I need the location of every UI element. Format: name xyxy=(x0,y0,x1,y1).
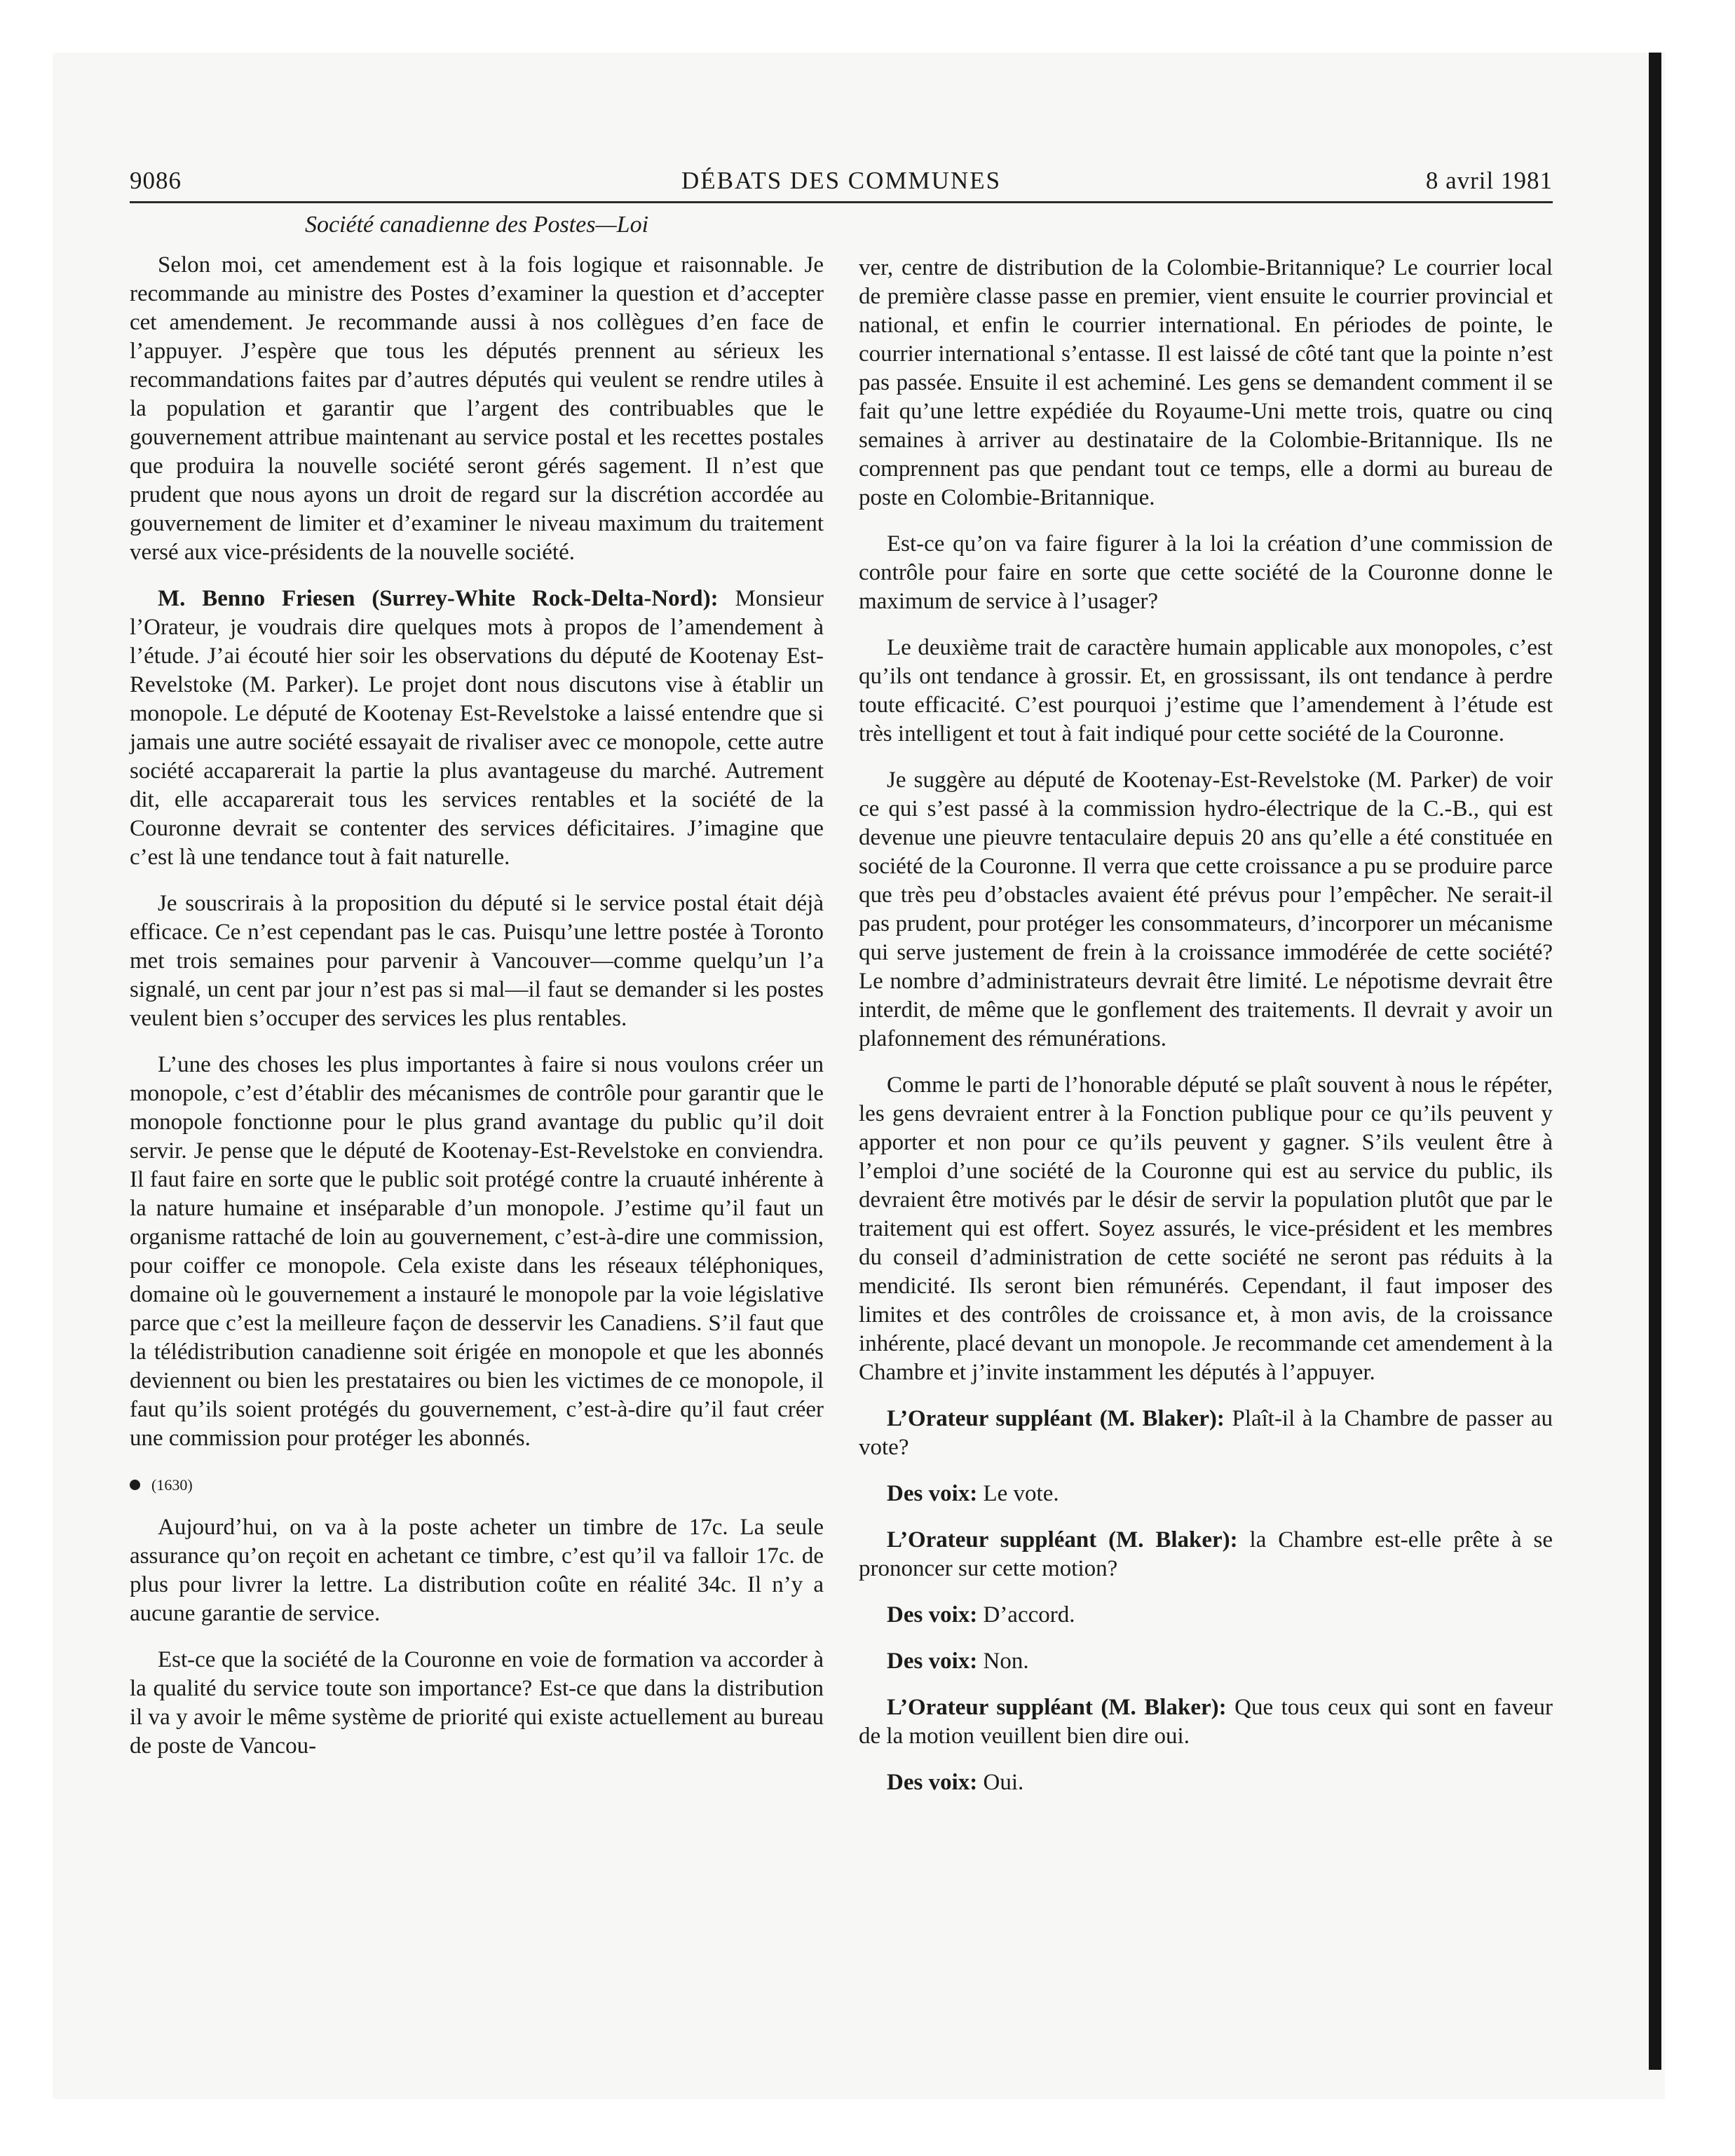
paragraph-text: Non. xyxy=(983,1649,1029,1674)
paragraph xyxy=(130,251,824,567)
paragraph xyxy=(859,1601,1553,1630)
paragraph-text: Comme le parti de l’honorable député se plaît souvent à nous le répéter, les gens devraient entrer à la Fonction publique pour ce qu’ils peuvent y apporter et non pour ce qu’ils peuvent y gagner. S’ils veulent être à l’emploi d’une société de la Couronne qui est au service du public, ils devraient être motivés par le désir de servir la population plutôt que par le traitement qui est offert. Soyez assurés, le vice-président et les membres du conseil d’administration de cette société ne seront pas réduits à la mendicité. Ils seront bien rémunérés. Cependant, il faut imposer des limites et des contrôles de croissance et, à mon avis, de la croissance inhérente, placé devant un monopole. Je recommande cet amendement à la Chambre et j’invite instamment les députés à l’appuyer. xyxy=(859,1072,1553,1385)
speaker-name: Des voix: xyxy=(887,1481,978,1506)
paragraph-text: Je suggère au député de Kootenay-Est-Revelstoke (M. Parker) de voir ce qui s’est passé à la commission hydro-électrique de la C.-B., qui est devenue une pieuvre tentaculaire depuis 20 ans qu’elle a été constituée en société de la Couronne. Il verra que cette croissance a pu se produire parce que très peu d’obstacles avaient été prévus pour l’empêcher. Ne serait-il pas prudent, pour protéger les consommateurs, d’incorporer un mécanisme qui serve justement de frein à la croissance immodérée de cette société? Le nombre d’administrateurs devrait être limité. Le népotisme devrait être interdit, de même que le gonflement des traitements. Il devrait y avoir un plafonnement des rémunérations. xyxy=(859,767,1553,1051)
paragraph-text: Le vote. xyxy=(983,1481,1059,1506)
paragraph xyxy=(859,1480,1553,1508)
speaker-name: Des voix: xyxy=(887,1649,978,1674)
speaker-name: M. Benno Friesen (Surrey-White Rock-Delta-Nord): xyxy=(158,586,719,611)
paragraph-text: Plaît-il à la Chambre de passer au vote? xyxy=(859,1406,1553,1460)
paragraph-text: la Chambre est-elle prête à se prononcer sur cette motion? xyxy=(859,1527,1553,1581)
paragraph xyxy=(859,1526,1553,1583)
scan-edge-bar xyxy=(1649,53,1661,2070)
page-date: 8 avril 1981 xyxy=(1425,167,1553,194)
section-subtitle: Société canadienne des Postes—Loi xyxy=(304,212,649,238)
speaker-name: L’Orateur suppléant (M. Blaker): xyxy=(887,1695,1227,1720)
paragraph xyxy=(859,1647,1553,1676)
speaker-name: Des voix: xyxy=(887,1770,978,1795)
paragraph-text: D’accord. xyxy=(983,1602,1075,1628)
page-title: DÉBATS DES COMMUNES xyxy=(681,167,1002,194)
paragraph xyxy=(859,1071,1553,1387)
header-rule xyxy=(130,201,1553,203)
bullet-dot-icon xyxy=(130,1480,140,1490)
page-number: 9086 xyxy=(130,167,182,194)
paragraph-text: Selon moi, cet amendement est à la fois logique et raisonnable. Je recommande au ministre des Postes d’examiner la question et d’accepter cet amendement. Je recommande aussi à nos collègues d’en face de l’appuyer. J’espère que tous les députés prennent au sérieux les recommandations faites par d’autres députés qui veulent se rendre utiles à la population et garantir que l’argent des contribuables que le gouvernement attribue maintenant au service postal et les recettes postales que produira la nouvelle société seront gérés sagement. Il n’est que prudent que nous ayons un droit de regard sur la discrétion accordée au gouvernement de limiter et d’examiner le niveau maximum du traitement versé aux vice-présidents de la nouvelle société. xyxy=(130,252,824,565)
paragraph-text: Oui. xyxy=(983,1770,1024,1795)
paragraph xyxy=(859,1405,1553,1462)
speaker-name: L’Orateur suppléant (M. Blaker): xyxy=(887,1527,1238,1553)
paragraph-text: Monsieur l’Orateur, je voudrais dire quelques mots à propos de l’amendement à l’étude. J’ai écouté hier soir les observations du député de Kootenay Est-Revelstoke (M. Parker). Le projet dont nous discutons vise à établir un monopole. Le député de Kootenay Est-Revelstoke a laissé entendre que si jamais une autre société essayait de rivaliser avec ce monopole, cette autre société accaparerait la partie la plus avantageuse du marché. Autrement dit, elle accaparerait tous les services rentables et la société de la Couronne devrait se contenter des services déficitaires. J’imagine que c’est là une tendance tout à fait naturelle. xyxy=(130,586,824,870)
paragraph xyxy=(859,1693,1553,1751)
paragraph-text: L’une des choses les plus importantes à faire si nous voulons créer un monopole, c’est d’établir des mécanismes de contrôle pour garantir que le monopole fonctionne pour le plus grand avantage du public qu’il doit servir. Je pense que le député de Kootenay-Est-Revelstoke en conviendra. Il faut faire en sorte que le public soit protégé contre la cruauté inhérente à la nature humaine et inséparable d’un monopole. J’estime qu’il faut un organisme rattaché de loin au gouvernement, c’est-à-dire une commission, pour coiffer ce monopole. Cela existe dans les réseaux téléphoniques, domaine où le gouvernement a instauré le monopole par la voie législative parce que c’est la meilleure façon de desservir les Canadiens. S’il faut que la télédistribution canadienne soit érigée en monopole et que les abonnés deviennent ou bien les prestataires ou bien les victimes de ce monopole, il faut qu’ils soient protégés du gouvernement, c’est-à-dire qu’il faut créer une commission pour protéger les abonnés. xyxy=(130,1052,824,1451)
paragraph xyxy=(130,1646,824,1761)
left-column xyxy=(130,251,824,1778)
speaker-name: L’Orateur suppléant (M. Blaker): xyxy=(887,1406,1225,1431)
time-marker xyxy=(130,1471,824,1499)
paragraph xyxy=(859,254,1553,512)
page-header xyxy=(130,163,1553,203)
paragraph-text: Est-ce que la société de la Couronne en voie de formation va accorder à la qualité du service toute son importance? Est-ce que dans la distribution il va y avoir le même système de priorité qui existe actuellement au bureau de poste de Vancou- xyxy=(130,1647,824,1759)
paragraph-text: Est-ce qu’on va faire figurer à la loi la création d’une commission de contrôle pour faire en sorte que cette société de la Couronne donne le maximum de service à l’usager? xyxy=(859,531,1553,614)
paragraph xyxy=(130,585,824,872)
paragraph-text: Le deuxième trait de caractère humain applicable aux monopoles, c’est qu’ils ont tendance à grossir. Et, en grossissant, ils ont tendance à perdre toute efficacité. C’est pourquoi j’estime que l’amendement à l’étude est très intelligent et tout à fait indiqué pour cette société de la Couronne. xyxy=(859,635,1553,746)
paragraph xyxy=(130,1051,824,1453)
paragraph-text: ver, centre de distribution de la Colombie-Britannique? Le courrier local de première classe passe en premier, vient ensuite le courrier provincial et national, et enfin le courrier international. En périodes de pointe, le courrier international s’entasse. Il est laissé de côté tant que la pointe n’est pas passée. Ensuite il est acheminé. Les gens se demandent comment il se fait qu’une lettre expédiée du Royaume-Uni mette trois, quatre ou cinq semaines à arriver au destinataire de la Colombie-Britannique. Ils ne comprennent pas que pendant tout ce temps, elle a dormi au bureau de poste en Colombie-Britannique. xyxy=(859,255,1553,510)
paragraph xyxy=(130,1513,824,1628)
paragraph xyxy=(859,530,1553,616)
paragraph xyxy=(859,1768,1553,1797)
paragraph-text: Aujourd’hui, on va à la poste acheter un timbre de 17c. La seule assurance qu’on reçoit en achetant ce timbre, c’est qu’il va falloir 17c. de plus pour livrer la lettre. La distribution coûte en réalité 34c. Il n’y a aucune garantie de service. xyxy=(130,1515,824,1626)
paragraph-text: Que tous ceux qui sont en faveur de la motion veuillent bien dire oui. xyxy=(859,1695,1553,1749)
paragraph-text: Je souscrirais à la proposition du député si le service postal était déjà efficace. Ce n’est cependant pas le cas. Puisqu’une lettre postée à Toronto met trois semaines pour parvenir à Vancouver—comme quelqu’un l’a signalé, un cent par jour n’est pas si mal—il faut se demander si les postes veulent bien s’occuper des services les plus rentables. xyxy=(130,891,824,1031)
paragraph xyxy=(859,634,1553,749)
time-marker-text: (1630) xyxy=(151,1476,193,1494)
paragraph xyxy=(859,766,1553,1053)
right-column xyxy=(859,254,1553,1815)
speaker-name: Des voix: xyxy=(887,1602,978,1628)
paragraph xyxy=(130,889,824,1033)
